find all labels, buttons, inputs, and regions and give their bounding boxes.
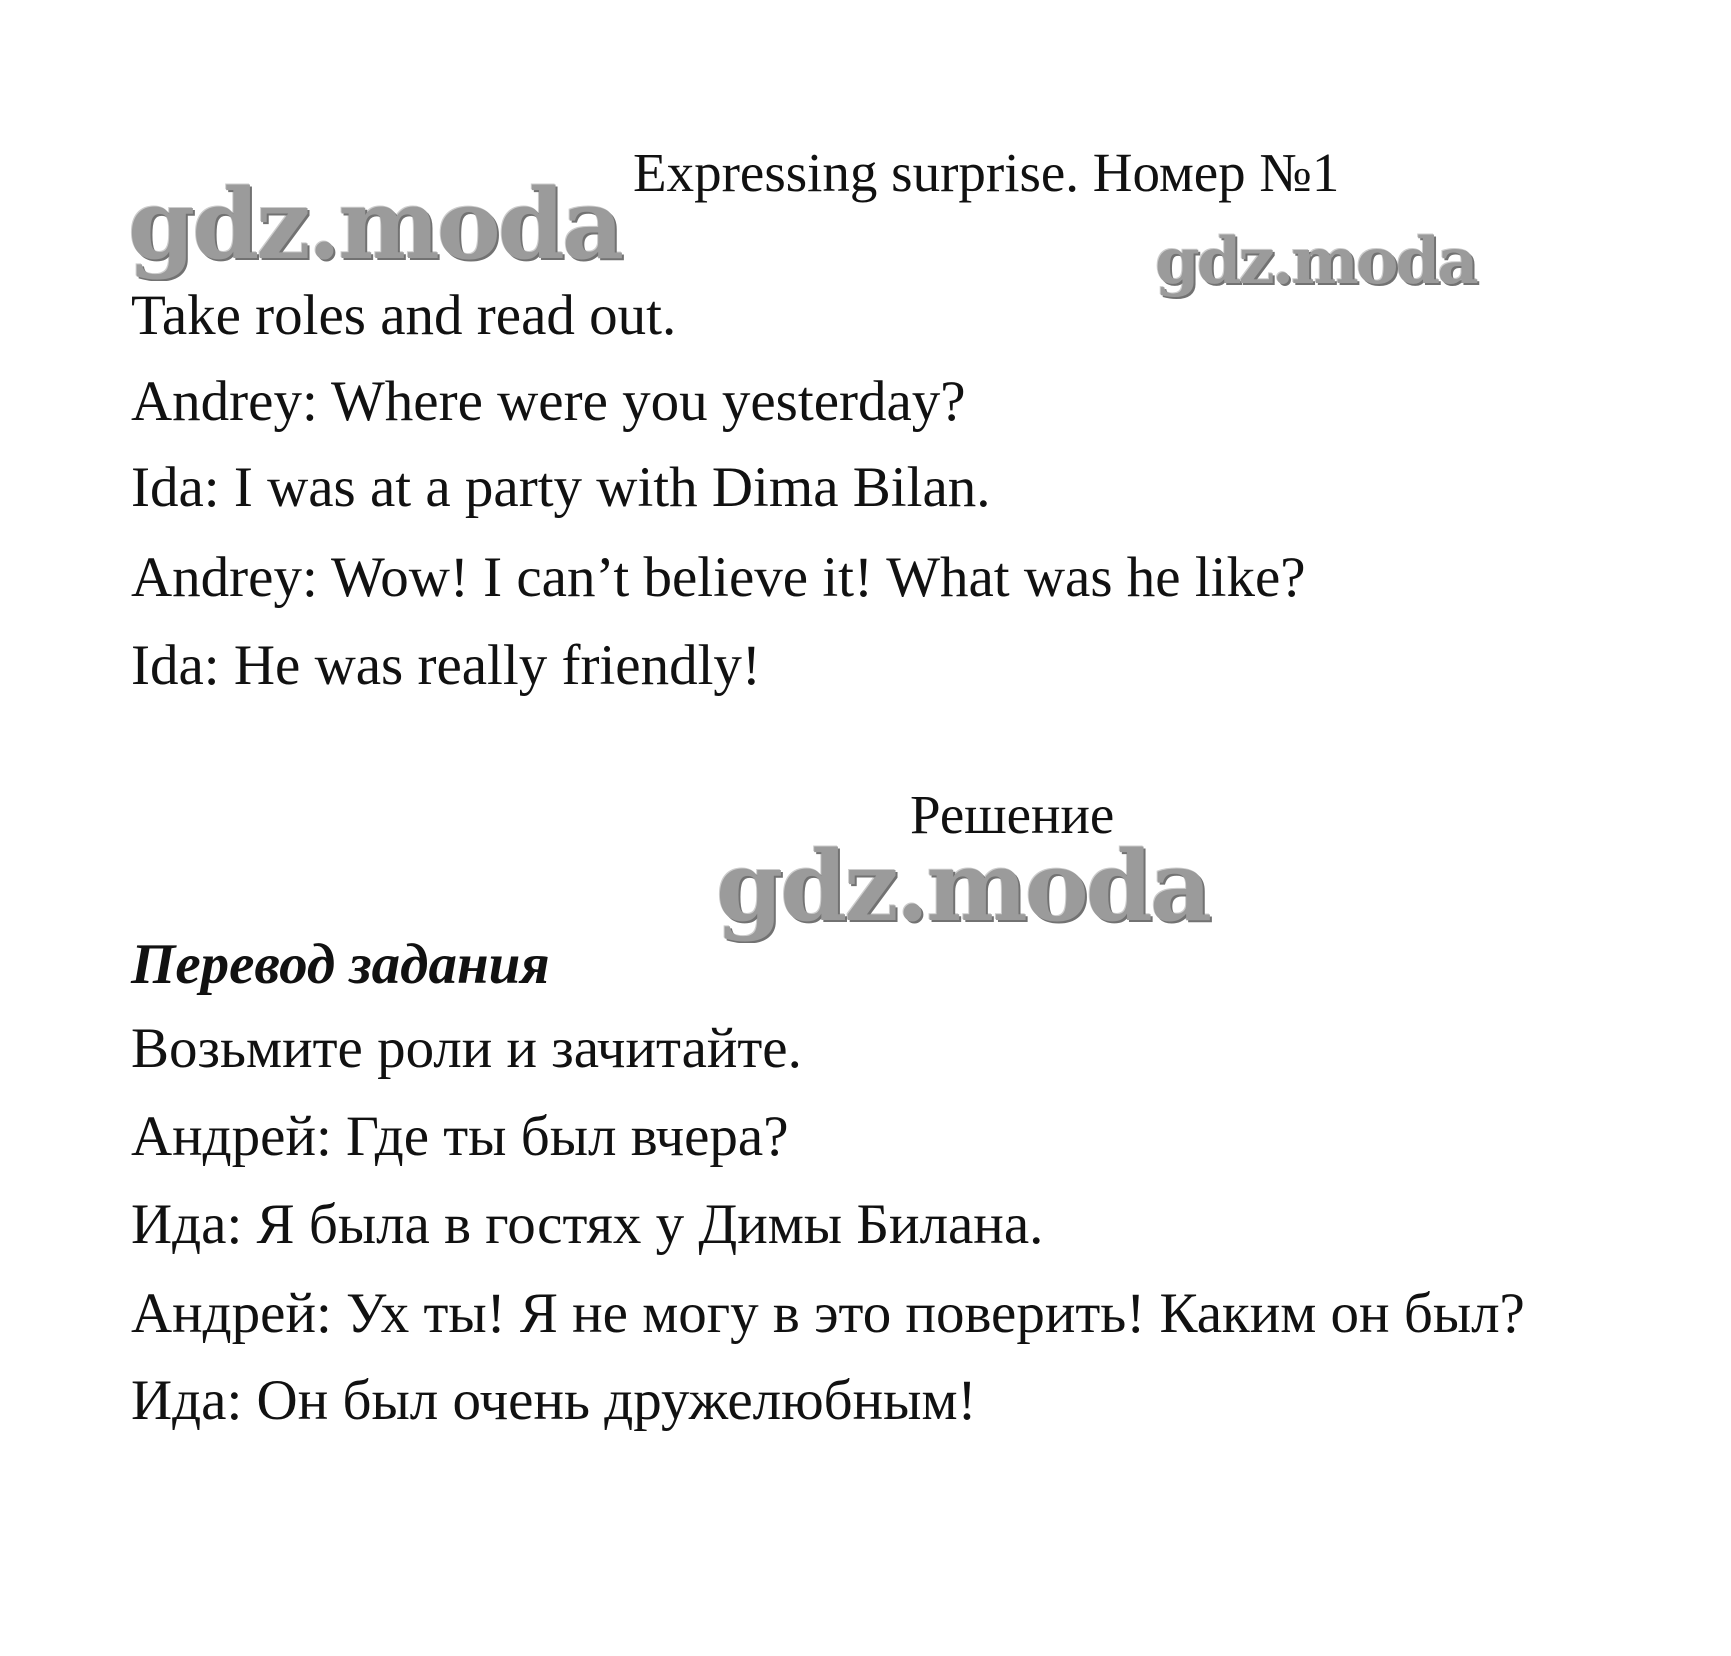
dialogue-line: Ida: I was at a party with Dima Bilan. <box>131 456 991 519</box>
solution-heading: Решение <box>910 784 1115 845</box>
translation-instruction: Возьмите роли и зачитайте. <box>131 1017 802 1080</box>
translation-dialogue-line: Андрей: Ух ты! Я не могу в это поверить! Каким он был? <box>131 1282 1525 1345</box>
watermark-logo: gdz.moda <box>716 830 1210 943</box>
translation-dialogue-line: Ида: Он был очень дружелюбным! <box>131 1369 977 1432</box>
page-title: Expressing surprise. Номер №1 <box>633 142 1340 203</box>
dialogue-line: Ida: He was really friendly! <box>131 634 761 697</box>
task-instruction: Take roles and read out. <box>131 284 677 347</box>
translation-dialogue-line: Андрей: Где ты был вчера? <box>131 1105 789 1168</box>
translation-dialogue-line: Ида: Я была в гостях у Димы Билана. <box>131 1193 1044 1256</box>
dialogue-line: Andrey: Where were you yesterday? <box>131 370 966 433</box>
watermark-logo: gdz.moda <box>128 168 622 281</box>
translation-heading: Перевод задания <box>131 933 550 996</box>
watermark-logo: gdz.moda <box>1155 224 1476 299</box>
dialogue-line: Andrey: Wow! I can’t believe it! What was he like? <box>131 546 1306 609</box>
